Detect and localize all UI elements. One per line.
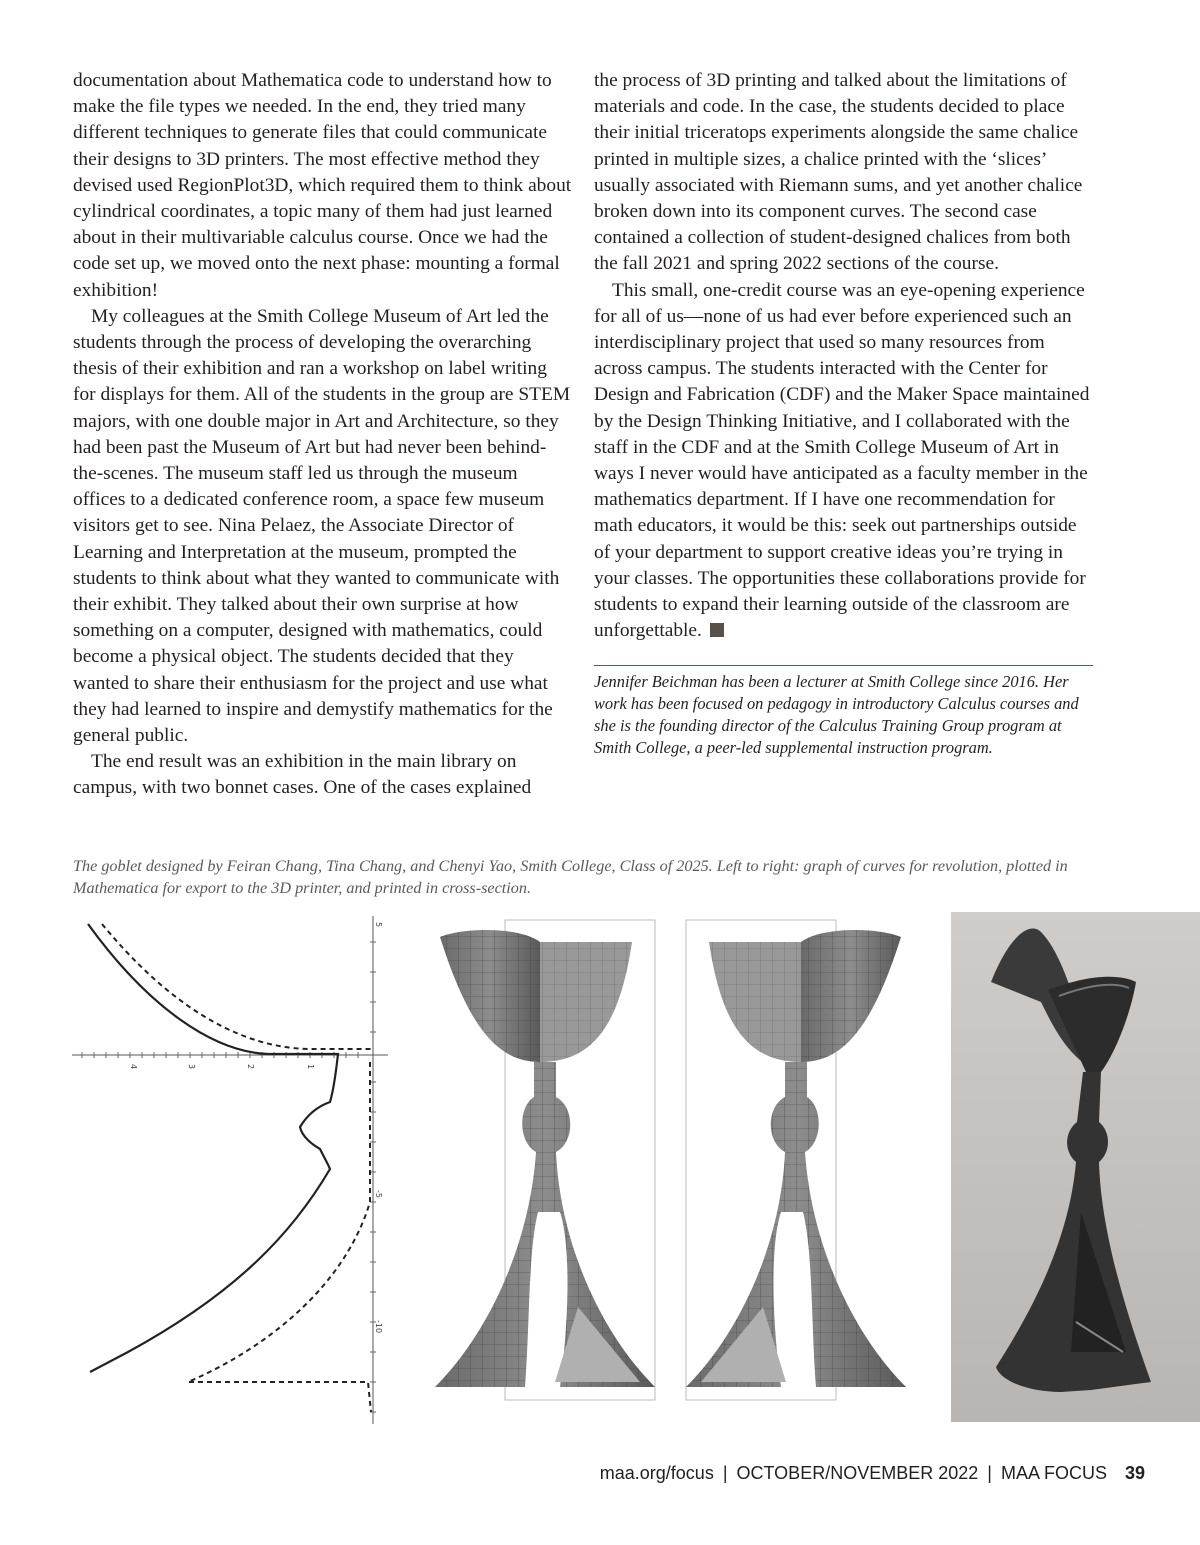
page-footer [600, 1460, 1145, 1486]
graph-tick-label: 5 [374, 922, 383, 928]
article-paragraph: The end result was an exhibition in the main library on campus, with two bonnet cases. One of the cases explained [73, 751, 532, 799]
article-right-column [594, 68, 1094, 644]
article-paragraph-text: This small, one-credit course was an eye-opening experience for all of us—none of us had ever before experienced such an interdisciplinary project that used so many resources from across campus. The students interacted with the Center for Design and Fabrication (CDF) and the Maker Space maintained by the Design Thinking Initiative, and I collaborated with the staff in the CDF and at the Smith College Museum of Art in ways I never would have anticipated as a faculty member in the mathematics department. If I have one recommendation for math educators, it would be this: seek out partnerships outside of your department to support creative ideas you’re trying in your classes. The opportunities these collaborations provide for students to expand their learning outside of the classroom are unforgettable. [594, 279, 1090, 642]
footer-separator: | [722, 1463, 728, 1483]
footer-magazine: MAA FOCUS [1000, 1463, 1107, 1483]
graph-solid-curve [88, 924, 338, 1372]
goblet-render-left [410, 912, 665, 1427]
article-left-column [73, 68, 573, 802]
footer-issue: OCTOBER/NOVEMBER 2022 [736, 1463, 979, 1483]
goblet-render-right [676, 912, 931, 1427]
footer-site: maa.org/focus [599, 1463, 714, 1483]
graph-tick-label: 2 [246, 1064, 255, 1070]
author-bio: Jennifer Beichman has been a lecturer at Smith College since 2016. Her work has been focused on pedagogy in introductory Calculus courses and she is the founding director of the Calculus Training Group program at Smith College, a peer-led supplemental instruction program. [594, 672, 1079, 757]
article-paragraph: documentation about Mathematica code to understand how to make the file types we needed. In the end, they tried many different techniques to generate files that could communicate their designs to 3D printers. The most effective method they devised used RegionPlot3D, which required them to think about cylindrical coordinates, a topic many of them had just learned about in their multivariable calculus course. Once we had the code set up, we moved onto the next phase: mounting a formal exhibition! [73, 70, 572, 301]
graph-tick-label: 1 [306, 1064, 315, 1070]
end-of-article-mark [710, 623, 724, 637]
article-paragraph: the process of 3D printing and talked about the limitations of materials and code. In the case, the students decided to place their initial triceratops experiments alongside the same chalice printed in multiple sizes, a chalice printed with the ‘slices’ usually associated with Riemann sums, and yet another chalice broken down into its component curves. The second case contained a collection of student-designed chalices from both the fall 2021 and spring 2022 sections of the course. [594, 70, 1083, 275]
bio-divider [594, 665, 1093, 666]
graph-tick-label: 4 [129, 1064, 138, 1070]
article-paragraph [594, 278, 1094, 645]
printed-goblet-photo [951, 912, 1200, 1422]
graph-tick-label: 3 [187, 1064, 196, 1070]
footer-separator: | [987, 1463, 992, 1483]
revolution-curves-graph [68, 912, 390, 1427]
article-paragraph: My colleagues at the Smith College Museum of Art led the students through the process of developing the overarching thesis of their exhibition and ran a workshop on label writing for displays for them. All of the students in the group are STEM majors, with one double major in Art and Architecture, so they had been past the Museum of Art but had never been behind-the-scenes. The museum staff led us through the museum offices to a dedicated conference room, a space few museum visitors get to see. Nina Pelaez, the Associate Director of Learning and Interpretation at the museum, prompted the students to think about what they wanted to communicate with their exhibit. They talked about their own surprise at how something on a computer, designed with mathematics, could become a physical object. The students decided that they wanted to share their enthusiasm for the project and use what they had learned to inspire and demystify mathematics for the general public. [73, 305, 571, 747]
page-number: 39 [1124, 1463, 1145, 1483]
graph-tick-label: -10 [374, 1320, 383, 1334]
figure-caption: The goblet designed by Feiran Chang, Tina Chang, and Chenyi Yao, Smith College, Class of 2025. Left to right: graph of curves for revolution, plotted in Mathematica for export to the 3D printer, and printed in cross-section. [73, 857, 1068, 897]
graph-tick-label: -5 [374, 1190, 383, 1198]
